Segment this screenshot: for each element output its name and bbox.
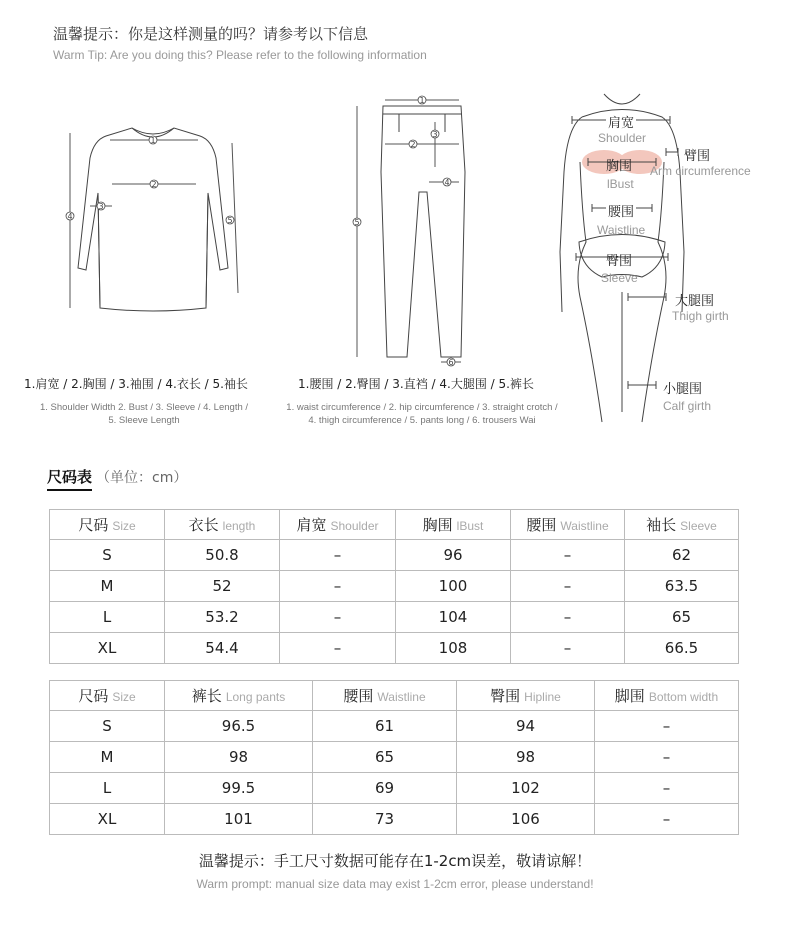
table-cell: 104	[396, 602, 511, 633]
table-cell: –	[280, 540, 396, 571]
table-cell: –	[280, 633, 396, 664]
sweater-marker-5: 5	[227, 216, 233, 225]
table-cell: 63.5	[625, 571, 739, 602]
header-label-en: Shoulder	[330, 519, 379, 533]
pants-caption-en: 1. waist circumference / 2. hip circumference / 3. straight crotch / 4. thigh circumference / 5. pants long / 6. trousers Wai	[286, 402, 558, 426]
table-cell: 98	[457, 742, 595, 773]
table-cell: 62	[625, 540, 739, 571]
header-label-cn: 袖长	[646, 516, 677, 534]
header-label-en: Size	[112, 519, 136, 533]
header-waist	[313, 681, 457, 711]
table-cell: S	[50, 711, 165, 742]
table-row	[50, 571, 739, 602]
table-cell: –	[511, 540, 625, 571]
header-pants-length	[165, 681, 313, 711]
header-label-en: Sleeve	[680, 519, 717, 533]
header-label-en: Waistline	[560, 519, 609, 533]
table-row	[50, 540, 739, 571]
table-row	[50, 773, 739, 804]
pants-caption-cn: 1.腰围 / 2.臀围 / 3.直裆 / 4.大腿围 / 5.裤长	[298, 377, 534, 391]
body-bust-sub: lBust	[607, 177, 634, 191]
header-label-cn: 腰围	[343, 687, 374, 705]
header-label-cn: 尺码	[78, 516, 109, 534]
table-cell: –	[511, 571, 625, 602]
pants-diagram	[345, 92, 475, 367]
header-label-en: Hipline	[524, 690, 561, 704]
header-shoulder	[280, 510, 396, 540]
body-thigh-label: 大腿围	[675, 294, 715, 309]
table-cell: 66.5	[625, 633, 739, 664]
header-label-cn: 臀围	[490, 687, 521, 705]
size-table-tops	[49, 509, 739, 664]
body-shoulder-label: 肩宽	[606, 112, 636, 131]
pants-marker-3: 3	[432, 130, 438, 139]
header-label-cn: 裤长	[191, 687, 222, 705]
table-cell: 54.4	[165, 633, 280, 664]
table-cell: L	[50, 602, 165, 633]
table-row	[50, 711, 739, 742]
sweater-marker-4: 4	[67, 212, 73, 221]
sweater-marker-3: 3	[98, 202, 104, 211]
header-hip	[457, 681, 595, 711]
size-chart-unit: （单位：cm）	[96, 470, 188, 486]
header-size	[50, 510, 165, 540]
pants-marker-5: 5	[354, 218, 360, 227]
table-cell: –	[511, 633, 625, 664]
table-cell: 98	[165, 742, 313, 773]
size-chart-title: 尺码表	[47, 466, 92, 491]
body-arm-label: 臂围	[684, 149, 711, 164]
warm-tip-en: Warm Tip: Are you doing this? Please refer to the following information	[53, 48, 427, 62]
table-row	[50, 633, 739, 664]
header-label-cn: 衣长	[188, 516, 219, 534]
table-cell: M	[50, 571, 165, 602]
table-cell: –	[595, 742, 739, 773]
table-cell: 53.2	[165, 602, 280, 633]
body-bust-label: 胸围	[606, 159, 633, 174]
table-cell: 65	[313, 742, 457, 773]
header-label-en: Waistline	[377, 690, 426, 704]
footer-note-cn: 温馨提示：手工尺寸数据可能存在1-2cm误差，敬请谅解！	[198, 852, 592, 870]
table-cell: –	[595, 804, 739, 835]
body-calf-label: 小腿围	[663, 382, 703, 397]
table-cell: S	[50, 540, 165, 571]
table-cell: 108	[396, 633, 511, 664]
body-waist-sub: Waistline	[597, 223, 646, 237]
header-label-cn: 肩宽	[296, 516, 327, 534]
table-row	[50, 804, 739, 835]
header-label-en: Size	[112, 690, 136, 704]
header-label-cn: 尺码	[78, 687, 109, 705]
table-header-row	[50, 681, 739, 711]
table-cell: 106	[457, 804, 595, 835]
pants-marker-6: 6	[448, 358, 454, 367]
pants-marker-1: 1	[419, 96, 425, 105]
table-cell: –	[595, 773, 739, 804]
header-sleeve	[625, 510, 739, 540]
table-cell: –	[280, 602, 396, 633]
pants-marker-2: 2	[410, 140, 416, 149]
header-bust	[396, 510, 511, 540]
footer-note-en: Warm prompt: manual size data may exist 1-2cm error, please understand!	[196, 877, 594, 891]
header-bottom-width	[595, 681, 739, 711]
size-table-pants	[49, 680, 739, 835]
table-cell: 73	[313, 804, 457, 835]
body-hip-label: 臀围	[606, 254, 633, 269]
table-cell: L	[50, 773, 165, 804]
body-calf-sub: Calf girth	[663, 399, 712, 413]
table-cell: 99.5	[165, 773, 313, 804]
table-cell: 100	[396, 571, 511, 602]
table-cell: 50.8	[165, 540, 280, 571]
table-cell: XL	[50, 804, 165, 835]
body-waist-label: 腰围	[606, 201, 636, 220]
table-cell: 65	[625, 602, 739, 633]
pants-marker-4: 4	[444, 178, 450, 187]
sweater-diagram	[60, 118, 250, 318]
table-cell: 52	[165, 571, 280, 602]
table-cell: –	[280, 571, 396, 602]
table-cell: 102	[457, 773, 595, 804]
table-row	[50, 742, 739, 773]
table-cell: 96.5	[165, 711, 313, 742]
body-shoulder-sub: Shoulder	[598, 131, 647, 145]
table-cell: 94	[457, 711, 595, 742]
warm-tip-cn: 温馨提示：你是这样测量的吗？请参考以下信息	[53, 25, 369, 43]
header-label-en: lBust	[456, 519, 484, 533]
table-row	[50, 602, 739, 633]
header-label-en: length	[222, 519, 256, 533]
header-label-cn: 脚围	[614, 687, 645, 705]
header-label-cn: 胸围	[422, 516, 453, 534]
table-cell: 69	[313, 773, 457, 804]
header-size	[50, 681, 165, 711]
header-waist	[511, 510, 625, 540]
table-cell: M	[50, 742, 165, 773]
body-arm-sub: Arm circumference	[650, 164, 751, 178]
table-cell: 61	[313, 711, 457, 742]
header-label-en: Bottom width	[648, 690, 719, 704]
table-cell: 101	[165, 804, 313, 835]
table-cell: XL	[50, 633, 165, 664]
sweater-marker-1: 1	[150, 136, 156, 145]
header-label-en: Long pants	[225, 690, 286, 704]
sweater-marker-2: 2	[151, 180, 157, 189]
sweater-caption-en: 1. Shoulder Width 2. Bust / 3. Sleeve / 4. Length / 5. Sleeve Length	[39, 402, 249, 426]
header-length	[165, 510, 280, 540]
table-cell: –	[511, 602, 625, 633]
table-header-row	[50, 510, 739, 540]
table-cell: –	[595, 711, 739, 742]
header-label-cn: 腰围	[526, 516, 557, 534]
body-hip-sub: Sleeve	[601, 271, 638, 285]
body-thigh-sub: Thigh girth	[672, 309, 729, 323]
table-cell: 96	[396, 540, 511, 571]
sweater-caption-cn: 1.肩宽 / 2.胸围 / 3.袖围 / 4.衣长 / 5.袖长	[24, 377, 248, 391]
